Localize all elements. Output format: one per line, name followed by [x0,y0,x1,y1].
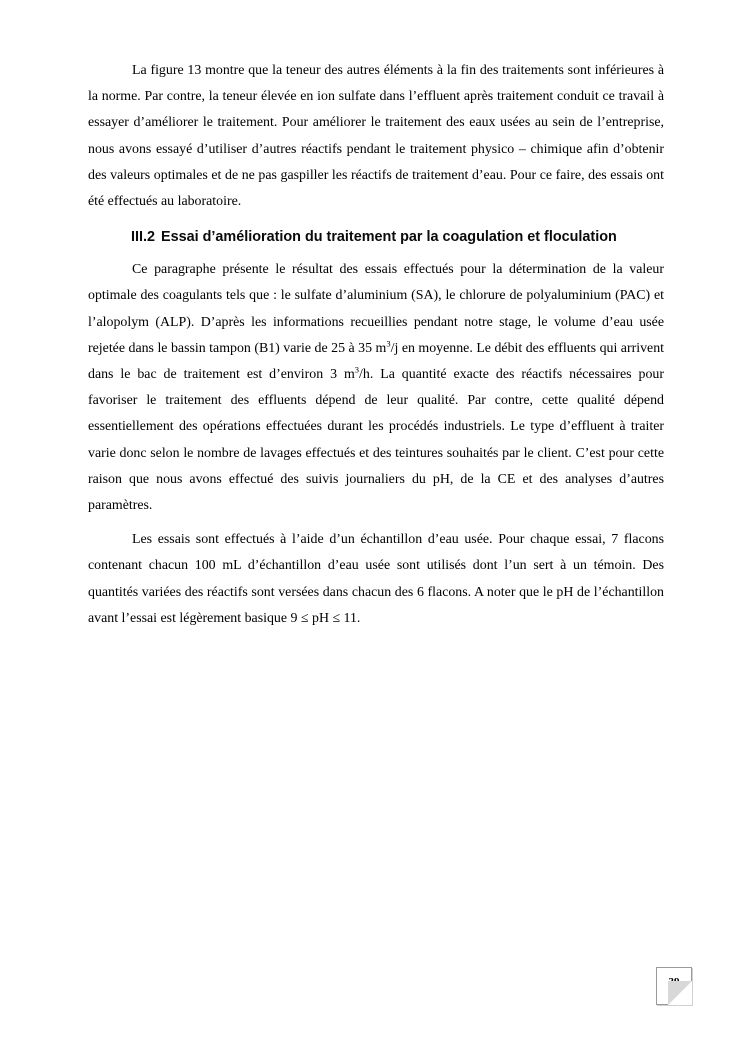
paragraph-coagulants-part1: Ce paragraphe présente le résultat des essais effectués pour la détermination de la valeur optimale des coagulants tels que : le sulfate d’aluminium (SA), le chlorure de polyaluminium (PAC) et l’alopolym (ALP). D’après les informations recueillies pendant notre stage, le volume d’eau usée rejetée dans le bassin tampon (B1) varie de 25 à 35 m [88,262,664,356]
paragraph-coagulants-part3: /h. La quantité exacte des réactifs nécessaires pour favoriser le traitement des effluents dépend de leur qualité. Par contre, cette qualité dépend essentiellement des opérations effectuées durant les procédés industriels. Le type d’effluent à traiter varie donc selon le nombre de lavages effectués et des teintures souhaités par le client. C’est pour cette raison que nous avons effectué des suivis journaliers du pH, de la CE et des analyses d’autres paramètres. [88,367,664,514]
section-number: III.2 [131,229,155,246]
page-number-box [656,967,692,1005]
superscript-cubic-1: 3 [386,338,391,349]
paragraph-intro: La figure 13 montre que la teneur des autres éléments à la fin des traitements sont inférieures à la norme. Par contre, la teneur élevée en ion sulfate dans l’effluent après traitement conduit ce travail à essayer d’améliorer le traitement. Pour améliorer le traitement des eaux usées au sein de l’entreprise, nous avons essayé d’utiliser d’autres réactifs pendant le traitement physico – chimique afin d’obtenir des valeurs optimales et de ne pas gaspiller les réactifs de traitement d’eau. Pour ce faire, des essais ont été effectués au laboratoire. [88,63,664,210]
paragraph-coagulants-part2: /j en moyenne. Le débit des effluents qui arrivent dans le bac de traitement est d’environ 3 m [88,340,664,383]
superscript-cubic-2: 3 [354,364,360,375]
section-heading [131,227,664,247]
page-number: 39 [668,976,680,988]
page-body [88,58,664,632]
paragraph-coagulants [88,257,664,519]
section-title: Essai d’amélioration du traitement par la coagulation et floculation [161,229,617,246]
page-curl-icon [668,981,692,1005]
paragraph-essais: Les essais sont effectués à l’aide d’un échantillon d’eau usée. Pour chaque essai, 7 flacons contenant chacun 100 mL d’échantillon d’eau usée sont utilisés dont l’un sert à un témoin. Des quantités variées des réactifs sont versées dans chacun des 6 flacons. A noter que le pH de l’échantillon avant l’essai est légèrement basique 9 ≤ pH ≤ 11. [88,532,664,626]
